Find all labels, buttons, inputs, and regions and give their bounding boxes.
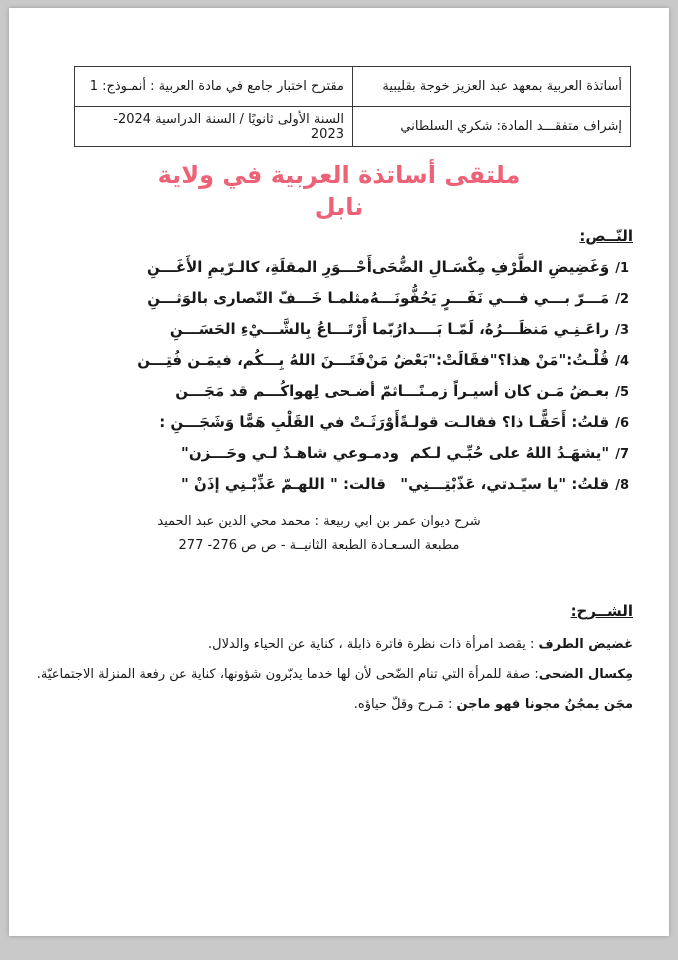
verse-number: /6 [615, 416, 629, 431]
explanation-list [17, 630, 633, 720]
verse-row [147, 289, 629, 308]
verse-second-hemistich: ودمـوعي شاهـدٌ لـي وحَـــزن" [181, 444, 399, 462]
explained-term: مِكسال الضحى [538, 667, 633, 682]
page-title-line1: ملتقى أساتذة العربية في ولاية [157, 161, 521, 189]
verse-number: /3 [615, 323, 629, 338]
verse-second-hemistich: مثلمـا خَـــفّ النّصارى بالوَثـــنِ [147, 289, 370, 307]
verse-first-hemistich: مَـــرّ بـــي فـــي نَفَـــرٍ يَحُفُّونَـــهُ [369, 289, 610, 307]
verse-row [137, 351, 629, 370]
header-cell-institution: أساتذة العربية بمعهد عبد العزيز خوجة بقليبية [353, 67, 631, 107]
header-table [74, 66, 631, 147]
verse-row [159, 413, 629, 432]
verse-row [175, 382, 629, 401]
term-definition: : يقصد امرأة ذات نظرة فاترة ذابلة ، كناية عن الحياء والدلال. [208, 637, 539, 652]
explained-term: مجَن يمجُنُ مجونا فهو ماجن [456, 697, 633, 712]
verse-row [146, 258, 629, 277]
verse-first-hemistich: "يشهَـدُ اللهُ على حُبِّـي لـكم [409, 444, 610, 462]
verse-first-hemistich: قلتُ: "يا سيّـدتي، عَذّبْتِـــنِي" [400, 475, 610, 493]
verse-first-hemistich: راعَـنِـي مَنظَـــرُهُ، لَمّـا بَــــدا [402, 320, 610, 338]
verse-second-hemistich: أَوْرَثَـتْ في القَلْبِ هَمًّا وَشَجَـــنِ : [159, 413, 400, 431]
poem [137, 258, 629, 494]
verse-number: /5 [615, 385, 629, 400]
term-definition: : مَـرح وقلّ حياؤه. [353, 697, 457, 712]
verse-second-hemistich: ثمّ أضـحى لِهواكُـــم قد مَجَـــن [175, 382, 398, 400]
source-attribution [119, 510, 519, 558]
explanation-item [17, 660, 633, 690]
verse-number: /4 [615, 354, 629, 369]
verse-second-hemistich: قالت: " اللهـمّ عَذِّبْـنِي إذَنْ " [181, 475, 387, 493]
header-cell-exam-type: مقترح اختبار جامع في مادة العربية : أنمـوذج: 1 [75, 67, 353, 107]
verse-number: /8 [615, 478, 629, 493]
verse-first-hemistich: قلتُ: أَحَقًّـا ذا؟ فقالـت قولـةً [399, 413, 610, 431]
header-cell-school-year: السنة الأولى ثانويًا / السنة الدراسية 2024-2023 [75, 107, 353, 147]
verse-number: /7 [615, 447, 629, 462]
page-title-line2: نابل [314, 193, 364, 221]
text-section-heading: النّــص: [579, 227, 633, 245]
verse-number: /2 [615, 292, 629, 307]
term-definition: : صفة للمرأة التي تنام الضّحى لأن لها خدما يدبّرون شؤونها، كناية عن رفعة المنزلة الاجتماعيّة. [36, 667, 539, 682]
verse-row [181, 445, 629, 463]
page-title [9, 159, 669, 223]
source-line-editor: شرح ديوان عمر بن ابي ربيعة : محمد محي الدين عبد الحميد [157, 514, 481, 529]
explanation-item [17, 630, 633, 660]
explained-term: غضيض الطرف [538, 637, 633, 652]
header-row-2 [75, 107, 631, 147]
header-row-1 [75, 67, 631, 107]
explanation-item [17, 690, 633, 720]
verse-second-hemistich: فَتَـــنَ اللهُ بِـــكُم، فيمَـن فُتِـــن [137, 351, 366, 369]
verse-number: /1 [615, 261, 629, 276]
source-line-press-pages: مطبعة السـعـادة الطبعة الثانيــة - ص ص 276- 277 [178, 538, 460, 553]
document-page [9, 8, 669, 936]
header-cell-supervisor: إشراف متفقـــد المادة: شكري السلطاني [353, 107, 631, 147]
verse-first-hemistich: بعـضُ مَـن كان أسيـراً زمـنًـــا [397, 382, 610, 400]
verse-row [181, 476, 629, 494]
verse-second-hemistich: أَحْـــوَرِ المقلَةِ، كالـرّيمِ الأَغَـــنِ [146, 258, 372, 276]
verse-second-hemistich: رُبّما أَرْتَـــاعُ بِالشَّـــيْءِ الحَسَـــنِ [169, 320, 403, 338]
explanation-section-heading: الشــرح: [570, 602, 633, 620]
verse-row [169, 320, 629, 339]
verse-first-hemistich: وَغَضِيضِ الطَّرْفِ مِكْسَـالِ الضُّحَى [371, 258, 610, 276]
verse-first-hemistich: قُلْـتُ:"مَنْ هذا؟"فقَالَتْ:"بَعْضُ مَنْ [365, 351, 610, 369]
